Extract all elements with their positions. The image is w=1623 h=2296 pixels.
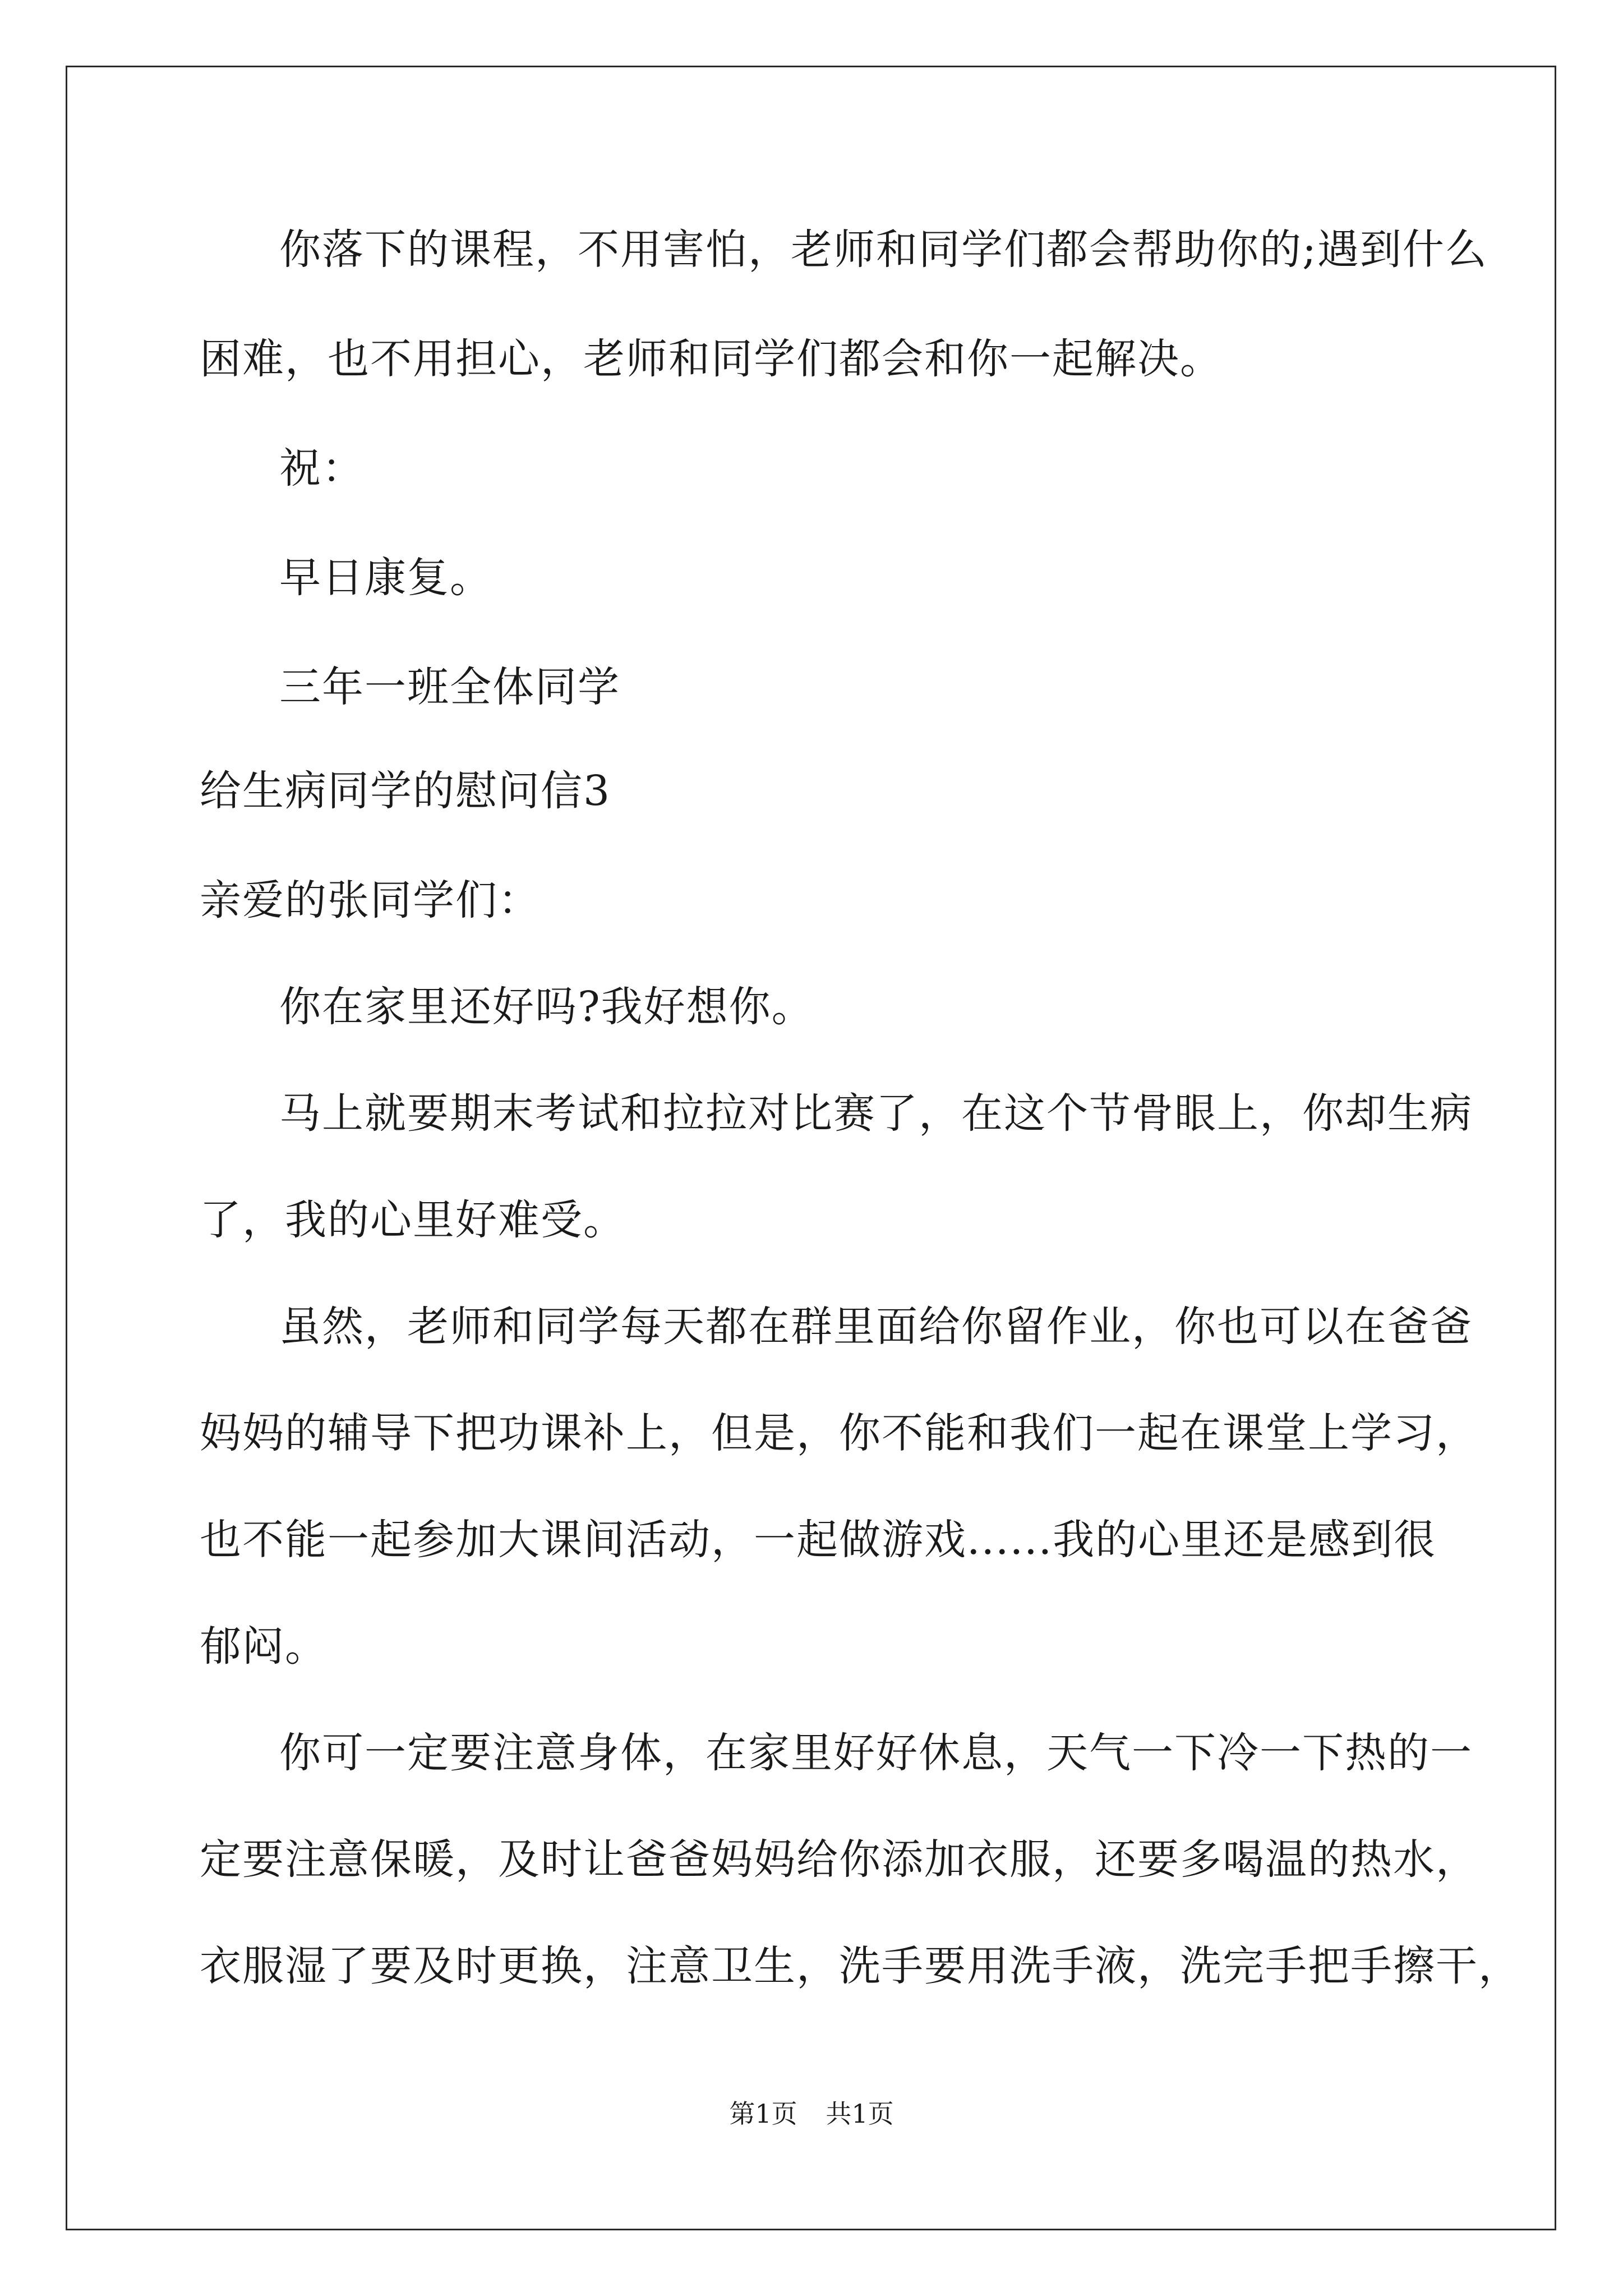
paragraph-line: 了，我的心里好难受。 — [200, 1196, 626, 1244]
page-footer — [0, 2097, 1623, 2131]
salutation-line: 祝： — [279, 444, 365, 493]
paragraph-line: 也不能一起参加大课间活动，一起做游戏......我的心里还是感到很 — [200, 1516, 1437, 1564]
paragraph-line: 定要注意保暖，及时让爸爸妈妈给你添加衣服，还要多喝温的热水， — [200, 1835, 1478, 1884]
paragraph-line: 妈妈的辅导下把功课补上，但是，你不能和我们一起在课堂上学习， — [200, 1409, 1478, 1457]
paragraph-line: 你落下的课程，不用害怕，老师和同学们都会帮助你的;遇到什么 — [279, 226, 1488, 274]
paragraph-line: 郁闷。 — [200, 1622, 328, 1671]
page-number: 第1页 — [729, 2099, 797, 2129]
greeting-line: 亲爱的张同学们： — [200, 876, 541, 924]
paragraph-line: 虽然，老师和同学每天都在群里面给你留作业，你也可以在爸爸 — [279, 1303, 1473, 1351]
paragraph-line: 马上就要期末考试和拉拉对比赛了，在这个节骨眼上，你却生病 — [279, 1089, 1473, 1138]
page-border — [66, 66, 1556, 2230]
section-title: 给生病同学的慰问信3 — [200, 767, 611, 815]
paragraph-line: 你可一定要注意身体，在家里好好休息，天气一下冷一下热的一 — [279, 1729, 1473, 1777]
wish-line: 早日康复。 — [279, 554, 492, 602]
paragraph-line: 你在家里还好吗?我好想你。 — [279, 983, 814, 1031]
signature-line: 三年一班全体同学 — [279, 663, 620, 711]
paragraph-line: 衣服湿了要及时更换，注意卫生，洗手要用洗手液，洗完手把手擦干， — [200, 1942, 1521, 1990]
paragraph-line: 困难，也不用担心，老师和同学们都会和你一起解决。 — [200, 335, 1223, 383]
page-total: 共1页 — [826, 2099, 894, 2129]
